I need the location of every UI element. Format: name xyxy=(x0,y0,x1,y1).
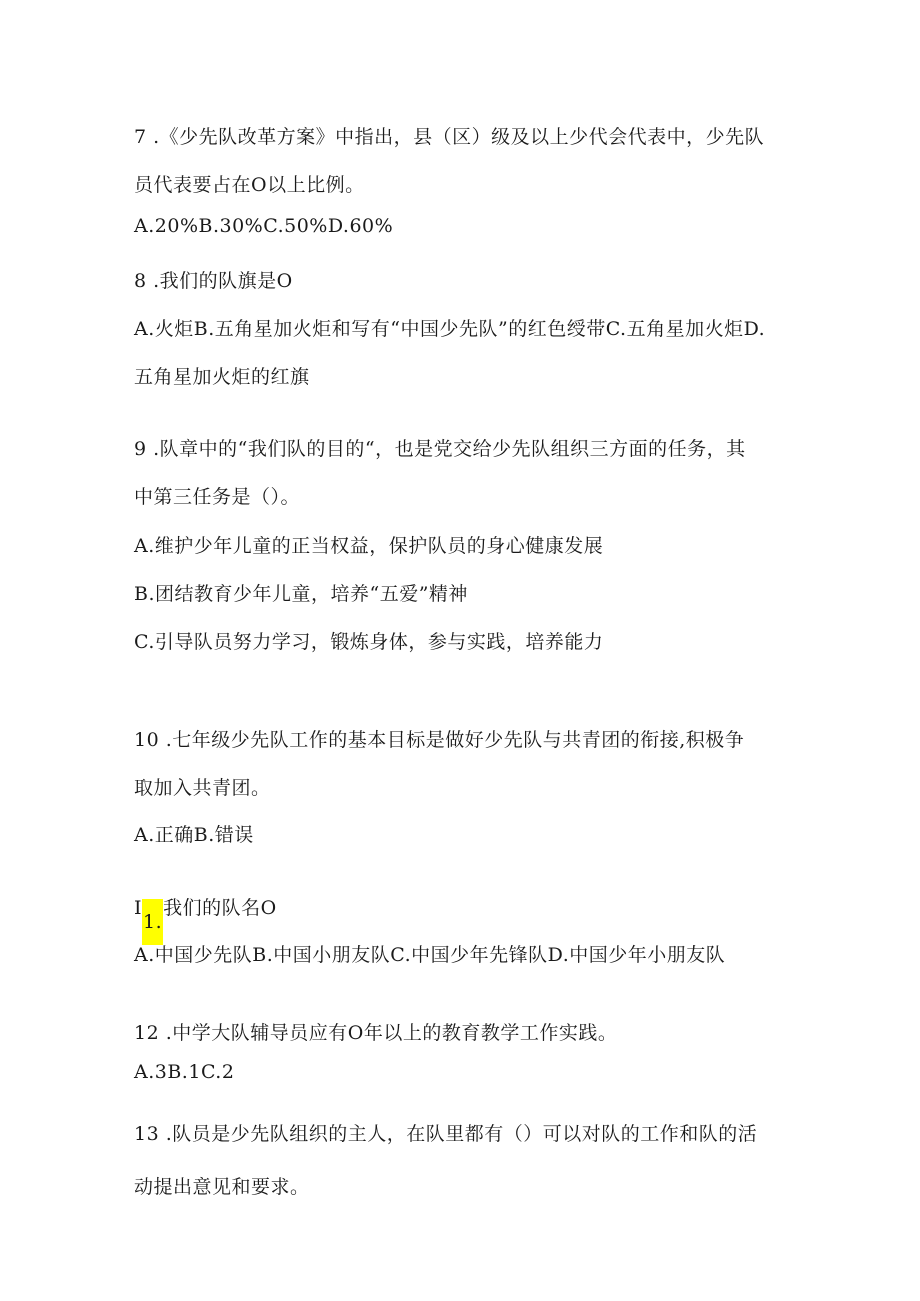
q9-option-a: A.维护少年儿童的正当权益，保护队员的身心健康发展 xyxy=(134,535,604,557)
q10-text-line-1: 10 .七年级少先队工作的基本目标是做好少先队与共青团的衔接,积极争 xyxy=(134,729,745,751)
q11-highlighted-number: 1. xyxy=(142,899,163,945)
q11-question-text: 我们的队名O xyxy=(163,897,277,919)
q13-text-line-1: 13 .队员是少先队组织的主人，在队里都有（）可以对队的工作和队的活 xyxy=(134,1123,758,1145)
q11-number-prefix: I xyxy=(134,897,143,919)
q7-text-line-2: 员代表要占在O以上比例。 xyxy=(134,174,365,196)
q8-text-line-1: 8 .我们的队旗是O xyxy=(134,270,293,292)
q7-options: A.20%B.30%C.50%D.60% xyxy=(134,215,394,237)
q8-options-line-1: A.火炬B.五角星加火炬和写有“中国少先队”的红色绶带C.五角星加火炬D. xyxy=(134,318,766,340)
q9-option-b: B.团结教育少年儿童，培养“五爱”精神 xyxy=(134,583,468,605)
q9-text-line-1: 9 .队章中的“我们队的目的“，也是党交给少先队组织三方面的任务，其 xyxy=(134,438,746,460)
q11-options: A.中国少先队B.中国小朋友队C.中国少年先锋队D.中国少年小朋友队 xyxy=(134,944,726,966)
q12-options: A.3B.1C.2 xyxy=(134,1061,235,1083)
q10-options: A.正确B.错误 xyxy=(134,824,254,846)
q11-text-line-1 xyxy=(134,896,277,945)
q9-option-c: C.引导队员努力学习，锻炼身体，参与实践，培养能力 xyxy=(134,631,604,653)
q12-text-line-1: 12 .中学大队辅导员应有O年以上的教育教学工作实践。 xyxy=(134,1022,618,1044)
q7-text-line-1: 7 .《少先队改革方案》中指出，县（区）级及以上少代会代表中，少先队 xyxy=(134,126,765,148)
q13-text-line-2: 动提出意见和要求。 xyxy=(134,1176,310,1198)
q10-text-line-2: 取加入共青团。 xyxy=(134,777,271,799)
q9-text-line-2: 中第三任务是（）。 xyxy=(134,486,301,508)
q8-options-line-2: 五角星加火炬的红旗 xyxy=(134,366,310,388)
